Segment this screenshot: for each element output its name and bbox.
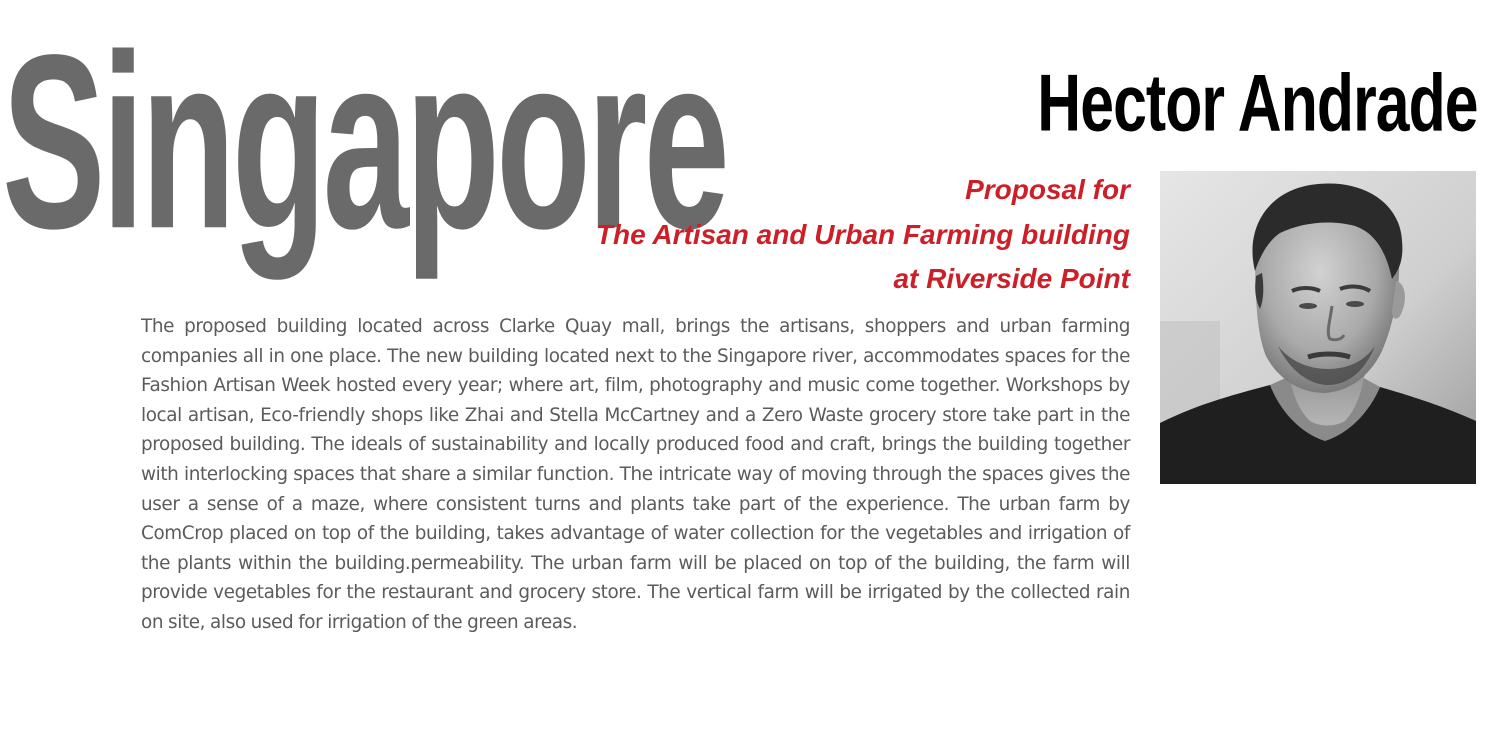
portrait-person-icon (1160, 171, 1476, 484)
author-name-text: Hector Andrade (1037, 57, 1478, 148)
portrait-photo (1160, 171, 1476, 484)
city-title-text: Singapore (2, 2, 726, 280)
proposal-line-1: Proposal for (965, 174, 1130, 205)
proposal-heading (490, 168, 1130, 302)
proposal-line-2: The Artisan and Urban Farming building (595, 218, 1130, 250)
description-paragraph: The proposed building located across Clarke Quay mall, brings the artisans, shoppers and urban farming companies all in one place. The new building located next to the Singapore river, accommodates spaces for the Fashion Artisan Week hosted every year; where art, film, photography and music come together. Workshops by local artisan, Eco-friendly shops like Zhai and Stella McCartney and a Zero Waste grocery store take part in the proposed building. The ideals of sustainability and locally produced food and craft, brings the building together with interlocking spaces that share a similar function. The intricate way of moving through the spaces gives the user a sense of a maze, where consistent turns and plants take part of the experience. The urban farm by ComCrop placed on top of the building, takes advantage of water collection for the vegetables and irrigation of the plants within the building.permeability. The urban farm will be placed on top of the building, the farm will provide vegetables for the restaurant and grocery store. The vertical farm will be irrigated by the collected rain on site, also used for irrigation of the green areas. (141, 316, 1130, 633)
city-title (2, 2, 726, 288)
author-name (958, 57, 1478, 148)
proposal-line-3: at Riverside Point (893, 263, 1130, 294)
